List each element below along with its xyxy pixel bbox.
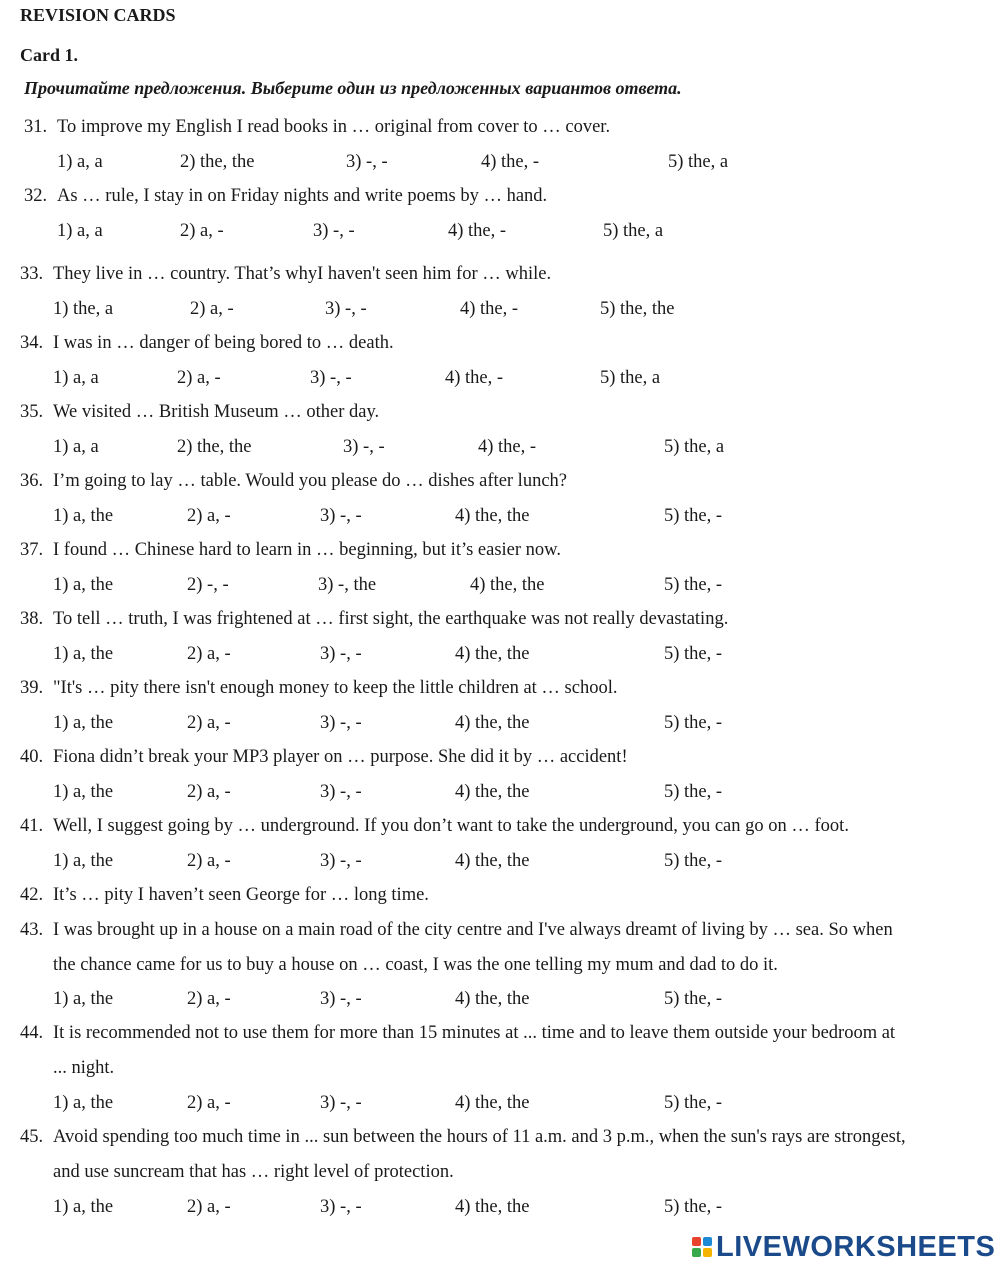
question-number: 33. bbox=[20, 264, 44, 284]
question-item bbox=[20, 746, 628, 768]
answer-option[interactable]: 3) -, - bbox=[310, 368, 352, 388]
answer-option[interactable]: 3) -, - bbox=[346, 152, 388, 172]
answer-option[interactable]: 1) a, the bbox=[53, 713, 114, 733]
answer-option[interactable]: 1) a, the bbox=[53, 1093, 114, 1113]
question-item bbox=[20, 470, 567, 492]
answer-option[interactable]: 4) the, the bbox=[455, 506, 530, 526]
answer-option[interactable]: 3) -, - bbox=[313, 221, 355, 241]
question-item bbox=[24, 116, 610, 138]
answer-option[interactable]: 1) a, a bbox=[53, 368, 99, 388]
answer-option[interactable]: 1) a, the bbox=[53, 851, 114, 871]
question-item bbox=[20, 608, 728, 630]
answer-option[interactable]: 2) a, - bbox=[187, 1197, 231, 1217]
answer-option[interactable]: 3) -, - bbox=[325, 299, 367, 319]
answer-option[interactable]: 3) -, - bbox=[343, 437, 385, 457]
question-text: We visited … British Museum … other day. bbox=[53, 402, 380, 422]
answer-option[interactable]: 2) -, - bbox=[187, 575, 229, 595]
answer-option[interactable]: 4) the, - bbox=[478, 437, 537, 457]
answer-option[interactable]: 2) a, - bbox=[187, 782, 231, 802]
page-title: REVISION CARDS bbox=[20, 5, 176, 25]
answer-option[interactable]: 3) -, - bbox=[320, 1093, 362, 1113]
logo-text: LIVEWORKSHEETS bbox=[716, 1231, 996, 1263]
answer-option[interactable]: 2) a, - bbox=[187, 851, 231, 871]
answer-option[interactable]: 1) a, a bbox=[57, 152, 103, 172]
answer-option[interactable]: 1) the, a bbox=[53, 299, 114, 319]
question-text: It is recommended not to use them for more than 15 minutes at ... time and to leave them outside your bedroom at bbox=[53, 1023, 896, 1043]
answer-option[interactable]: 2) a, - bbox=[190, 299, 234, 319]
answer-option[interactable]: 5) the, - bbox=[664, 644, 723, 664]
answer-option[interactable]: 3) -, - bbox=[320, 506, 362, 526]
question-item bbox=[20, 1126, 906, 1148]
answer-option[interactable]: 5) the, - bbox=[664, 1197, 723, 1217]
answer-options-row bbox=[0, 220, 1000, 244]
logo-mark-icon bbox=[692, 1237, 712, 1257]
question-number: 37. bbox=[20, 540, 44, 560]
answer-option[interactable]: 2) the, the bbox=[180, 152, 255, 172]
answer-option[interactable]: 4) the, the bbox=[455, 851, 530, 871]
logo-square-icon bbox=[692, 1237, 701, 1246]
question-number: 34. bbox=[20, 333, 44, 353]
answer-option[interactable]: 5) the, - bbox=[664, 782, 723, 802]
answer-options-row bbox=[0, 1092, 1000, 1116]
answer-options-row bbox=[0, 1196, 1000, 1220]
question-number: 32. bbox=[24, 186, 48, 206]
instruction-text: Прочитайте предложения. Выберите один из предложенных вариантов ответа. bbox=[24, 78, 682, 98]
question-text: I was in … danger of being bored to … death. bbox=[53, 333, 394, 353]
answer-option[interactable]: 3) -, - bbox=[320, 851, 362, 871]
answer-option[interactable]: 2) a, - bbox=[187, 713, 231, 733]
question-item bbox=[20, 919, 893, 941]
question-item bbox=[20, 815, 849, 837]
question-text: They live in … country. That’s whyI haven't seen him for … while. bbox=[53, 264, 552, 284]
answer-option[interactable]: 4) the, - bbox=[481, 152, 540, 172]
answer-option[interactable]: 5) the, - bbox=[664, 575, 723, 595]
answer-option[interactable]: 4) the, - bbox=[445, 368, 504, 388]
answer-option[interactable]: 5) the, - bbox=[664, 1093, 723, 1113]
question-item bbox=[24, 185, 547, 207]
question-number: 42. bbox=[20, 885, 44, 905]
answer-option[interactable]: 2) a, - bbox=[187, 644, 231, 664]
question-number: 44. bbox=[20, 1023, 44, 1043]
answer-option[interactable]: 5) the, a bbox=[603, 221, 664, 241]
answer-option[interactable]: 4) the, the bbox=[455, 782, 530, 802]
question-text: "It's … pity there isn't enough money to keep the little children at … school. bbox=[53, 678, 618, 698]
liveworksheets-logo bbox=[692, 1230, 995, 1264]
question-number: 41. bbox=[20, 816, 44, 836]
answer-option[interactable]: 2) the, the bbox=[177, 437, 252, 457]
answer-options-row bbox=[0, 643, 1000, 667]
answer-option[interactable]: 3) -, - bbox=[320, 782, 362, 802]
question-item bbox=[20, 884, 429, 906]
question-text-continuation: the chance came for us to buy a house on … coast, I was the one telling my mum and dad to do it. bbox=[53, 955, 778, 975]
question-text: I found … Chinese hard to learn in … beginning, but it’s easier now. bbox=[53, 540, 561, 560]
question-item bbox=[20, 401, 379, 423]
answer-option[interactable]: 5) the, - bbox=[664, 506, 723, 526]
answer-options-row bbox=[0, 298, 1000, 322]
question-number: 43. bbox=[20, 920, 44, 940]
question-item bbox=[20, 263, 551, 285]
answer-option[interactable]: 5) the, the bbox=[600, 299, 675, 319]
answer-options-row bbox=[0, 712, 1000, 736]
answer-option[interactable]: 4) the, the bbox=[455, 713, 530, 733]
answer-option[interactable]: 5) the, a bbox=[600, 368, 661, 388]
answer-option[interactable]: 1) a, the bbox=[53, 782, 114, 802]
answer-option[interactable]: 2) a, - bbox=[187, 1093, 231, 1113]
question-text-continuation: and use suncream that has … right level of protection. bbox=[53, 1162, 454, 1182]
question-text: Fiona didn’t break your MP3 player on … purpose. She did it by … accident! bbox=[53, 747, 628, 767]
question-text-continuation: ... night. bbox=[53, 1058, 115, 1078]
answer-option[interactable]: 2) a, - bbox=[187, 506, 231, 526]
answer-option[interactable]: 1) a, the bbox=[53, 989, 114, 1009]
question-item bbox=[20, 677, 617, 699]
question-number: 31. bbox=[24, 117, 48, 137]
answer-option[interactable]: 1) a, a bbox=[53, 437, 99, 457]
answer-option[interactable]: 3) -, - bbox=[320, 989, 362, 1009]
answer-options-row bbox=[0, 781, 1000, 805]
answer-option[interactable]: 4) the, the bbox=[455, 644, 530, 664]
answer-option[interactable]: 5) the, a bbox=[664, 437, 725, 457]
answer-options-row bbox=[0, 505, 1000, 529]
answer-option[interactable]: 5) the, - bbox=[664, 989, 723, 1009]
question-text: I’m going to lay … table. Would you please do … dishes after lunch? bbox=[53, 471, 567, 491]
question-number: 36. bbox=[20, 471, 44, 491]
answer-option[interactable]: 3) -, the bbox=[318, 575, 377, 595]
answer-option[interactable]: 4) the, the bbox=[455, 1093, 530, 1113]
answer-option[interactable]: 5) the, - bbox=[664, 713, 723, 733]
answer-option[interactable]: 2) a, - bbox=[187, 989, 231, 1009]
question-item bbox=[20, 332, 394, 354]
answer-option[interactable]: 3) -, - bbox=[320, 713, 362, 733]
question-text: As … rule, I stay in on Friday nights and write poems by … hand. bbox=[57, 186, 548, 206]
answer-option[interactable]: 1) a, the bbox=[53, 575, 114, 595]
answer-option[interactable]: 4) the, the bbox=[455, 989, 530, 1009]
answer-option[interactable]: 1) a, the bbox=[53, 506, 114, 526]
answer-options-row bbox=[0, 850, 1000, 874]
question-number: 40. bbox=[20, 747, 44, 767]
answer-option[interactable]: 4) the, - bbox=[460, 299, 519, 319]
answer-option[interactable]: 1) a, a bbox=[57, 221, 103, 241]
question-text: It’s … pity I haven’t seen George for … long time. bbox=[53, 885, 429, 905]
answer-option[interactable]: 3) -, - bbox=[320, 1197, 362, 1217]
question-number: 45. bbox=[20, 1127, 44, 1147]
logo-square-icon bbox=[703, 1248, 712, 1257]
answer-option[interactable]: 5) the, a bbox=[668, 152, 729, 172]
answer-option[interactable]: 5) the, - bbox=[664, 851, 723, 871]
question-text: Avoid spending too much time in ... sun between the hours of 11 a.m. and 3 p.m., when the sun's rays are strongest, bbox=[53, 1127, 906, 1147]
answer-options-row bbox=[0, 574, 1000, 598]
answer-option[interactable]: 1) a, the bbox=[53, 1197, 114, 1217]
answer-option[interactable]: 3) -, - bbox=[320, 644, 362, 664]
answer-options-row bbox=[0, 367, 1000, 391]
question-item bbox=[20, 1022, 895, 1044]
question-text: I was brought up in a house on a main road of the city centre and I've always dreamt of living by … sea. So when bbox=[53, 920, 893, 940]
answer-option[interactable]: 2) a, - bbox=[180, 221, 224, 241]
answer-option[interactable]: 2) a, - bbox=[177, 368, 221, 388]
answer-option[interactable]: 4) the, - bbox=[448, 221, 507, 241]
question-number: 39. bbox=[20, 678, 44, 698]
logo-square-icon bbox=[703, 1237, 712, 1246]
answer-option[interactable]: 4) the, the bbox=[455, 1197, 530, 1217]
answer-options-row bbox=[0, 436, 1000, 460]
question-text: To improve my English I read books in … original from cover to … cover. bbox=[57, 117, 611, 137]
answer-options-row bbox=[0, 988, 1000, 1012]
question-text: Well, I suggest going by … underground. If you don’t want to take the underground, you can go on … foot. bbox=[53, 816, 849, 836]
question-text: To tell … truth, I was frightened at … first sight, the earthquake was not really devastating. bbox=[53, 609, 729, 629]
answer-option[interactable]: 1) a, the bbox=[53, 644, 114, 664]
logo-square-icon bbox=[692, 1248, 701, 1257]
answer-option[interactable]: 4) the, the bbox=[470, 575, 545, 595]
question-number: 38. bbox=[20, 609, 44, 629]
question-number: 35. bbox=[20, 402, 44, 422]
card-label: Card 1. bbox=[20, 45, 78, 65]
answer-options-row bbox=[0, 151, 1000, 175]
question-item bbox=[20, 539, 561, 561]
